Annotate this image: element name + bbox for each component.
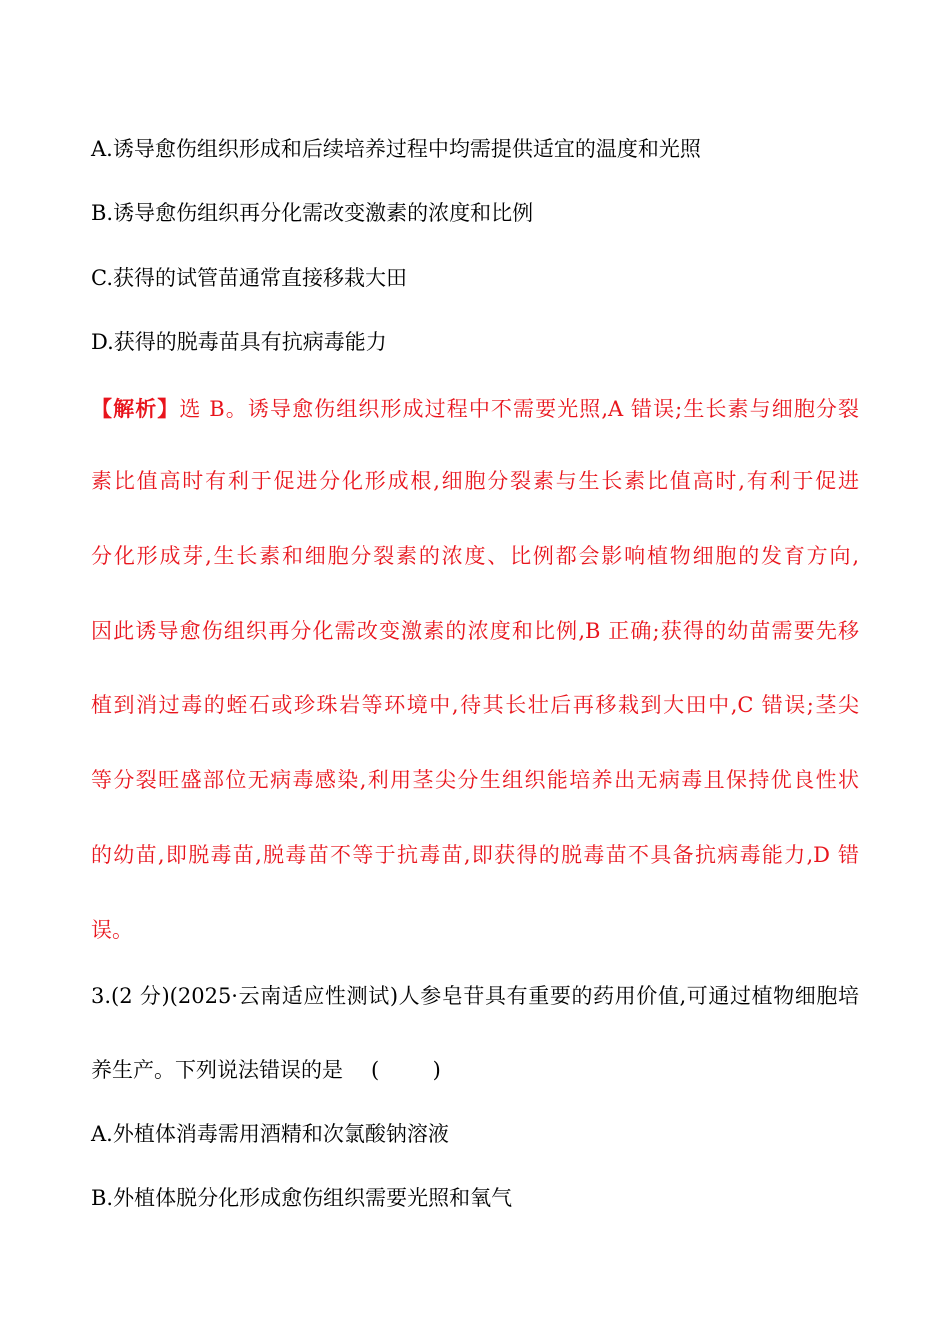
q2-option-b: B.诱导愈伤组织再分化需改变激素的浓度和比例 — [91, 201, 534, 225]
analysis-line-2: 素比值高时有利于促进分化形成根,细胞分裂素与生长素比值高时,有利于促进 — [91, 469, 859, 493]
q3-option-a: A.外植体消毒需用酒精和次氯酸钠溶液 — [91, 1122, 449, 1146]
analysis-tag: 【解析】 — [91, 396, 180, 421]
q3-stem-line-1: 3.(2 分)(2025·云南适应性测试)人参皂苷具有重要的药用价值,可通过植物细胞培 — [91, 984, 859, 1008]
analysis-line-3: 分化形成芽,生长素和细胞分裂素的浓度、比例都会影响植物细胞的发育方向, — [91, 544, 859, 568]
q3-stem-text: 养生产。下列说法错误的是 — [91, 1058, 343, 1082]
q3-stem-line-2 — [91, 1055, 441, 1085]
analysis-line-1 — [91, 394, 859, 424]
q2-option-c: C.获得的试管苗通常直接移栽大田 — [91, 266, 407, 290]
analysis-line-6: 等分裂旺盛部位无病毒感染,利用茎尖分生组织能培养出无病毒且保持优良性状 — [91, 768, 859, 792]
q2-option-a: A.诱导愈伤组织形成和后续培养过程中均需提供适宜的温度和光照 — [91, 137, 701, 161]
analysis-line-5: 植到消过毒的蛭石或珍珠岩等环境中,待其长壮后再移栽到大田中,C 错误;茎尖 — [91, 693, 859, 717]
q2-option-d: D.获得的脱毒苗具有抗病毒能力 — [91, 330, 387, 354]
analysis-line-7: 的幼苗,即脱毒苗,脱毒苗不等于抗毒苗,即获得的脱毒苗不具备抗病毒能力,D 错 — [91, 843, 859, 867]
analysis-line-8: 误。 — [91, 918, 133, 942]
analysis-line-4: 因此诱导愈伤组织再分化需改变激素的浓度和比例,B 正确;获得的幼苗需要先移 — [91, 619, 859, 643]
q3-answer-blank: ( ) — [371, 1058, 441, 1082]
q3-option-b: B.外植体脱分化形成愈伤组织需要光照和氧气 — [91, 1186, 513, 1210]
analysis-text-1: 选 B。诱导愈伤组织形成过程中不需要光照,A 错误;生长素与细胞分裂 — [179, 397, 860, 421]
